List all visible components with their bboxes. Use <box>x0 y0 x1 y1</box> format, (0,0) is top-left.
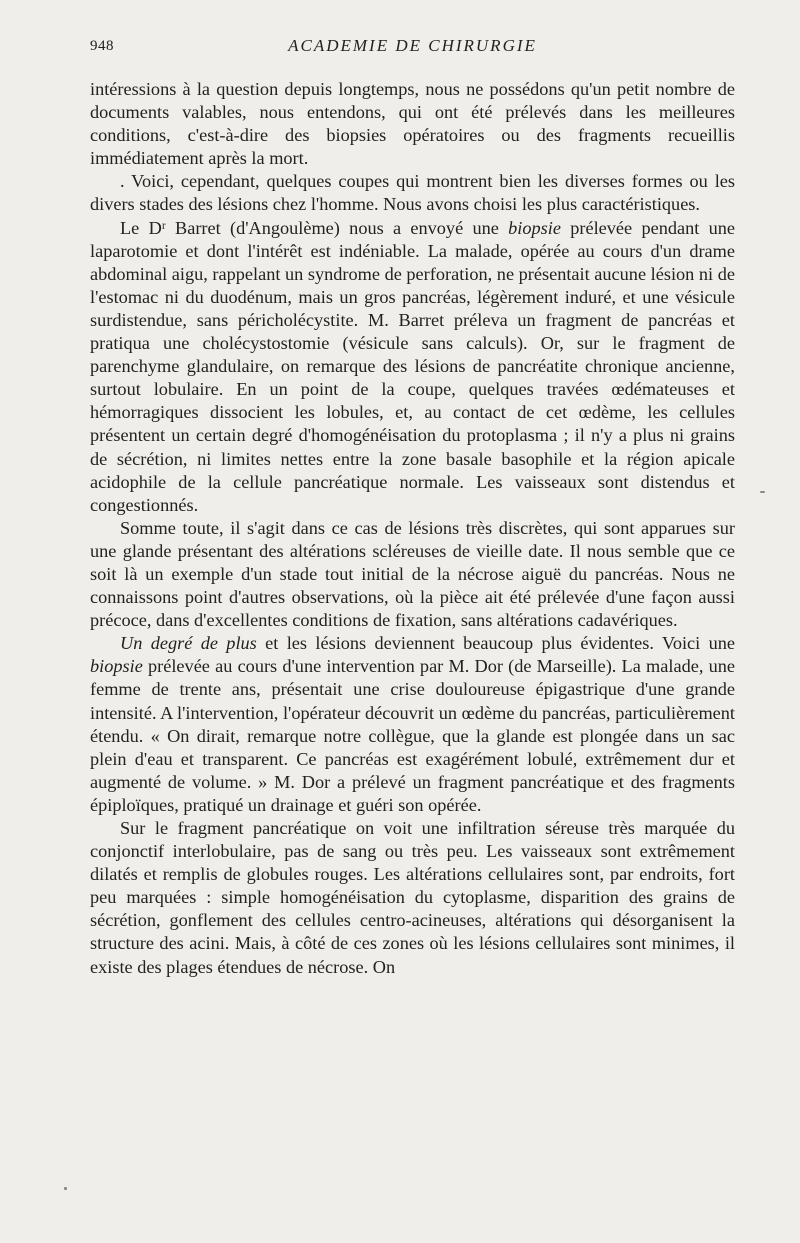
text-run: prélevée au cours d'une intervention par M. Dor (de Marseille). La malade, une femme de trente ans, présentait une crise douloureuse épigastrique d'une grande intensité. A l'intervention, l'opérateur découvrit un œdème du pancréas, particulièrement étendu. « On dirait, remarque notre collègue, que la glande est plongée dans un sac plein d'eau et transparent. Ce pancréas est exagérément lobulé, extrêmement dur et augmenté de volume. » M. Dor a prélevé un fragment pancréatique et des fragments épiploïques, pratiqué un drainage et guéri son opérée. <box>90 656 735 815</box>
print-speck <box>760 491 765 493</box>
text-run: intéressions à la question depuis longtemps, nous ne possédons qu'un petit nombre de documents valables, nous entendons, qui ont été prélevés dans les meilleures conditions, c'est-à-dire des biopsies opératoires ou des fragments recueillis immédiatement après la mort. <box>90 79 735 169</box>
page-number: 948 <box>90 38 114 54</box>
running-title: ACADEMIE DE CHIRURGIE <box>288 36 537 55</box>
paragraph <box>90 78 735 170</box>
paragraph <box>90 817 735 979</box>
paragraph <box>90 217 735 517</box>
body-text <box>90 78 735 979</box>
text-run: . Voici, cependant, quelques coupes qui montrent bien les diverses formes ou les divers stades des lésions chez l'homme. Nous avons choisi les plus caractéristiques. <box>90 171 735 215</box>
text-run: prélevée pendant une laparotomie et dont l'intérêt est indéniable. La malade, opérée au cours d'un drame abdominal aigu, rappelant un syndrome de perforation, ne présentait aucune lésion ni de l'estomac ni du duodénum, mais un gros pancréas, légèrement induré, et une vésicule surdistendue, sans péricholécystite. M. Barret préleva un fragment de pancréas et pratiqua une cholécystostomie (vésicule sans calculs). Or, sur le fragment de parenchyme glandulaire, on remarque des lésions de pancréatite chronique ancienne, surtout lobulaire. En un point de la coupe, quelques travées œdémateuses et hémorragiques dissocient les lobules, et, au contact de cet œdème, les cellules présentent un certain degré d'homogénéisation du protoplasma ; il n'y a plus ni grains de sécrétion, ni limites nettes entre la zone basale basophile et la région apicale acidophile de la cellule pancréatique normale. Les vaisseaux sont distendus et congestionnés. <box>90 217 735 515</box>
text-run: Le Dʳ Barret (d'Angoulème) nous a envoyé une <box>120 217 509 238</box>
italic-text: Un degré de plus <box>120 633 257 654</box>
page-header <box>90 34 735 60</box>
text-run: et les lésions deviennent beaucoup plus évidentes. Voici une <box>256 633 735 654</box>
text-run: Somme toute, il s'agit dans ce cas de lésions très discrètes, qui sont apparues sur une glande présentant des altérations scléreuses de vieille date. Il nous semble que ce soit là un exemple d'un stade tout initial de la nécrose aiguë du pancréas. Nous ne connaissons point d'autres observations, où la pièce ait été prélevée d'une façon aussi précoce, dans d'excellentes conditions de fixation, sans altérations cadavériques. <box>90 517 735 631</box>
paragraph <box>90 517 735 632</box>
paragraph <box>90 632 735 817</box>
print-speck <box>64 1187 67 1190</box>
paragraph <box>90 170 735 216</box>
italic-text: biopsie <box>90 656 143 677</box>
italic-text: biopsie <box>508 217 561 238</box>
text-run: Sur le fragment pancréatique on voit une infiltration séreuse très marquée du conjonctif interlobulaire, pas de sang ou très peu. Les vaisseaux sont extrêmement dilatés et remplis de globules rouges. Les altérations cellulaires sont, par endroits, fort peu marquées : simple homogénéisation du cytoplasme, disparition des grains de sécrétion, gonflement des cellules centro-acineuses, altérations qui désorganisent la structure des acini. Mais, à côté de ces zones où les lésions cellulaires sont minimes, il existe des plages étendues de nécrose. On <box>90 818 735 977</box>
